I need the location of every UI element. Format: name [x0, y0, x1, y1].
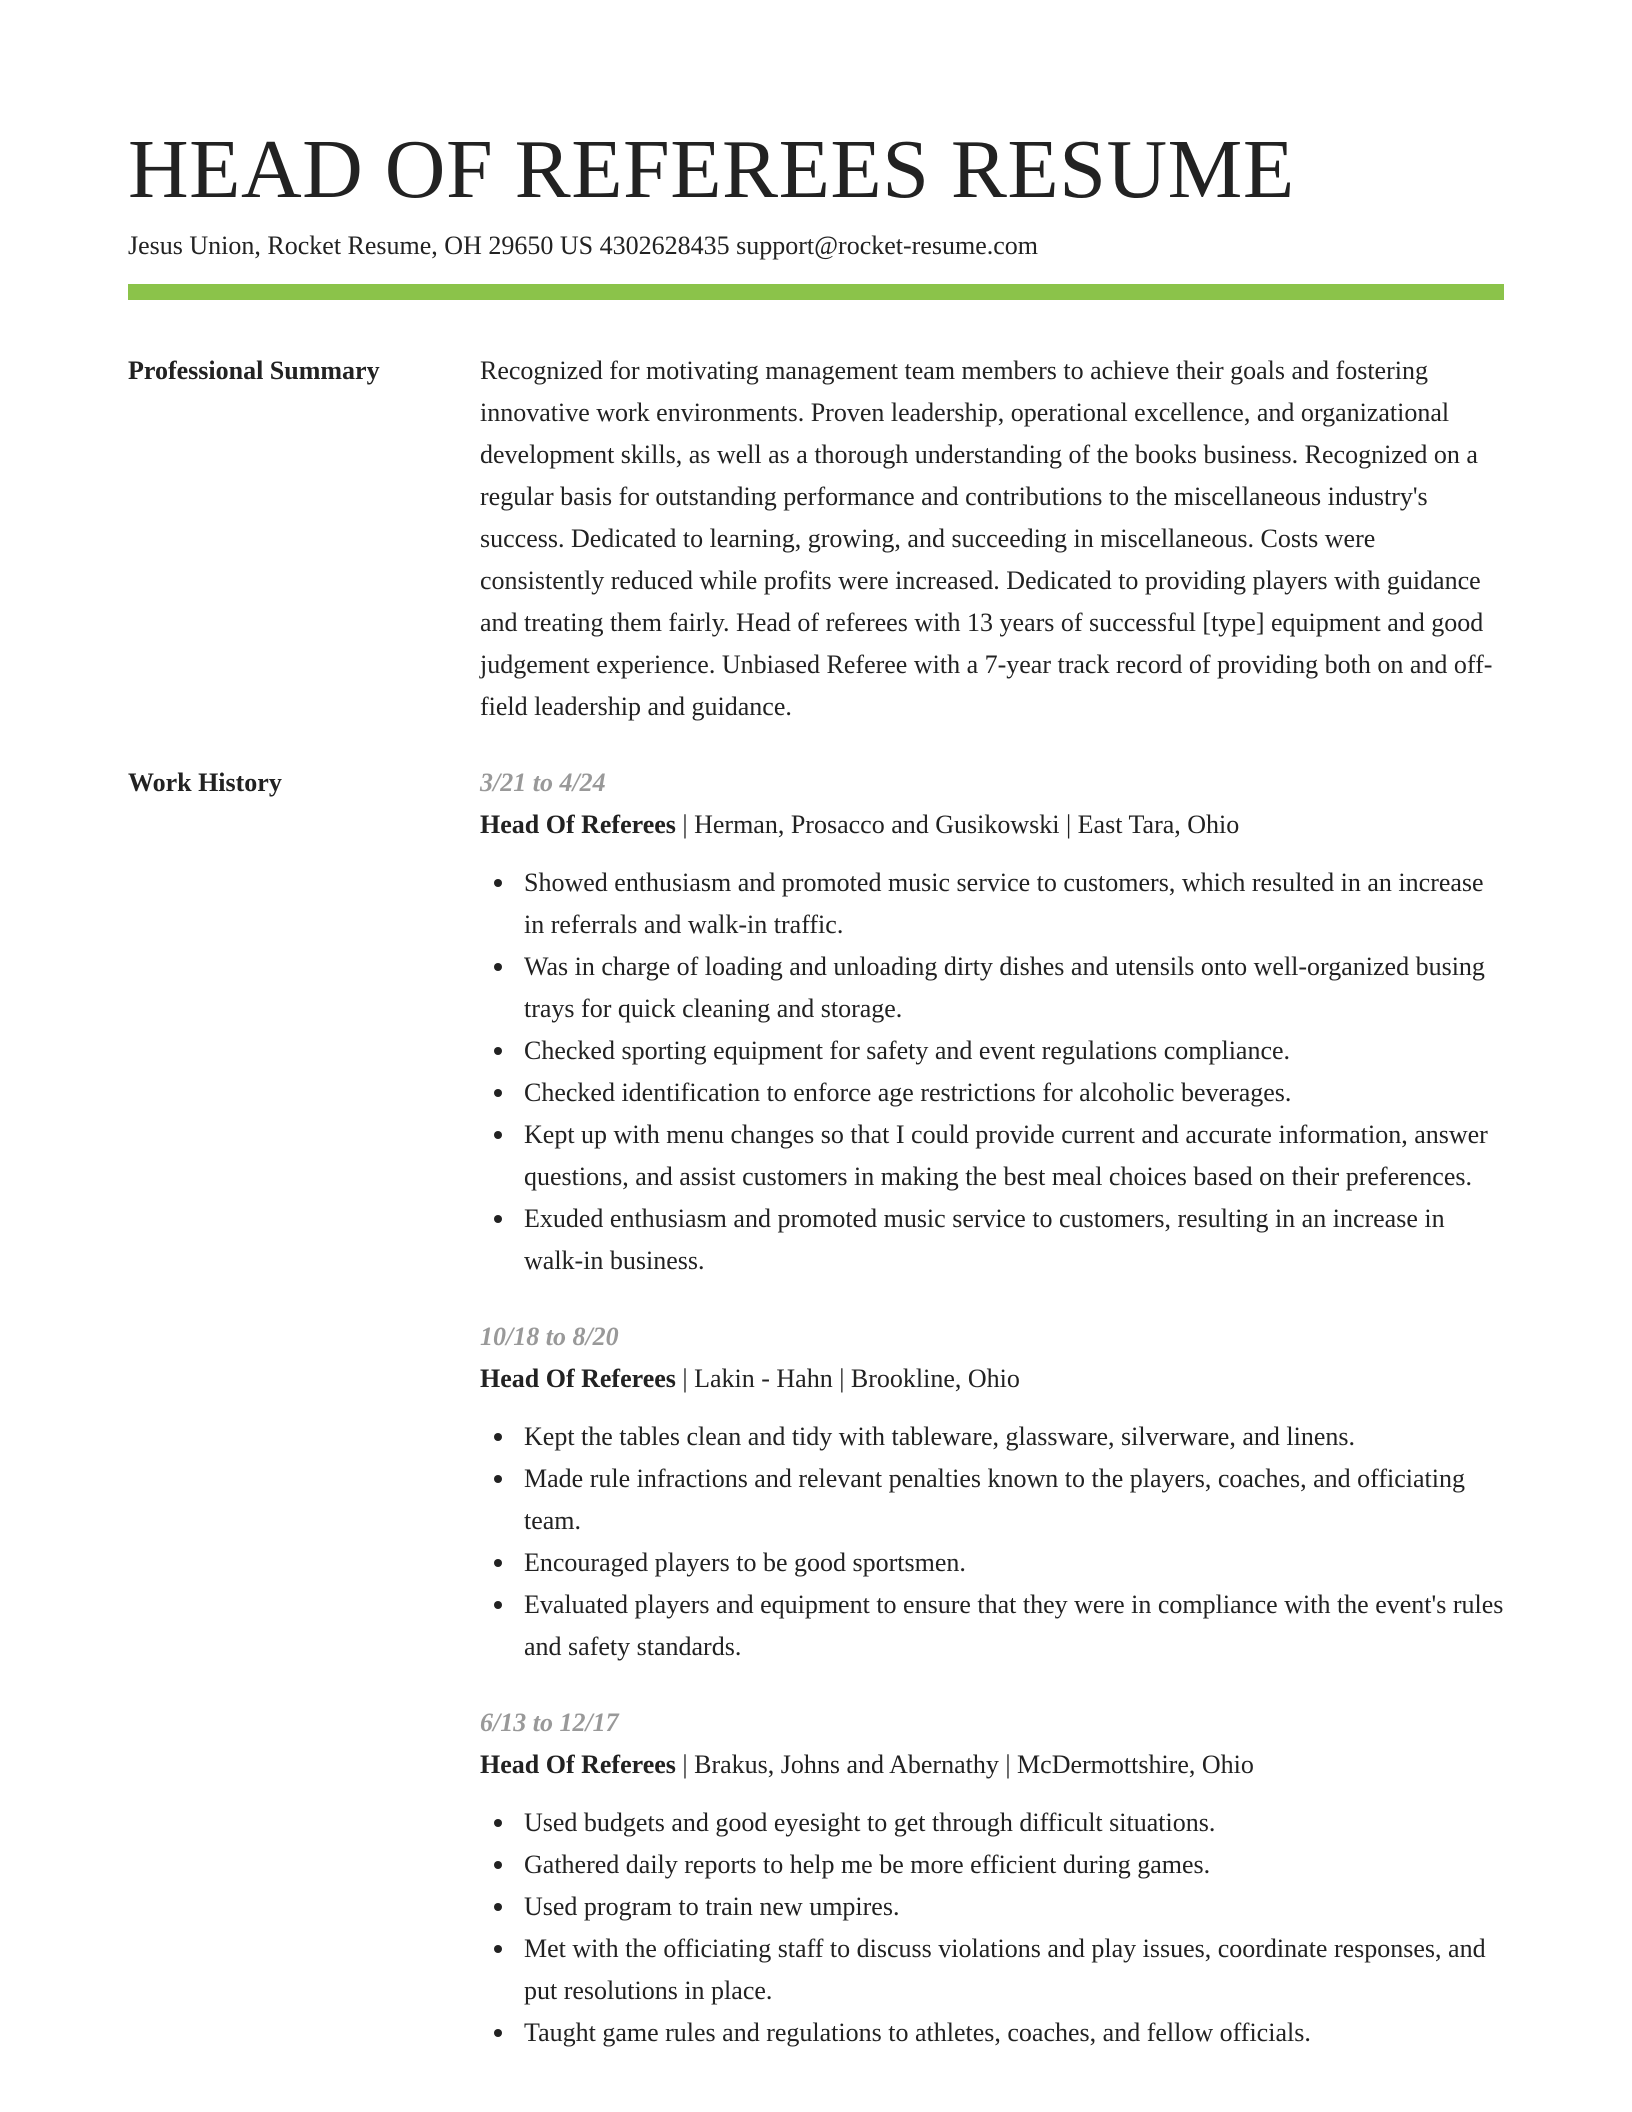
bullet-text: Evaluated players and equipment to ensure that they were in compliance with the event's rules and safety standards. — [524, 1590, 1504, 1661]
job-title: Head Of Referees — [480, 1750, 676, 1779]
job-heading — [480, 1744, 1504, 1786]
job-heading — [480, 804, 1504, 846]
bullet-dot-icon — [494, 1475, 502, 1483]
job-dates: 3/21 to 4/24 — [480, 768, 606, 797]
job-dates: 10/18 to 8/20 — [480, 1322, 619, 1351]
bullet-dot-icon — [494, 1131, 502, 1139]
bullet-dot-icon — [494, 1819, 502, 1827]
bullet-text: Kept up with menu changes so that I could provide current and accurate information, answer questions, and assist customers in making the best meal choices based on their preferences. — [524, 1120, 1488, 1191]
list-item — [480, 1542, 1504, 1584]
work-history-section — [128, 762, 1504, 2088]
bullet-dot-icon — [494, 879, 502, 887]
bullet-dot-icon — [494, 1861, 502, 1869]
job-heading — [480, 1358, 1504, 1400]
bullet-text: Used program to train new umpires. — [524, 1892, 900, 1921]
bullet-text: Used budgets and good eyesight to get through difficult situations. — [524, 1808, 1216, 1837]
list-item — [480, 1584, 1504, 1668]
list-item — [480, 1072, 1504, 1114]
resume-page — [128, 120, 1504, 2088]
list-item — [480, 1416, 1504, 1458]
bullet-text: Met with the officiating staff to discuss violations and play issues, coordinate responses, and put resolutions in place. — [524, 1934, 1486, 2005]
bullet-text: Taught game rules and regulations to athletes, coaches, and fellow officials. — [524, 2018, 1311, 2047]
job-entry — [480, 1702, 1504, 2054]
bullet-text: Checked sporting equipment for safety and event regulations compliance. — [524, 1036, 1291, 1065]
bullet-dot-icon — [494, 963, 502, 971]
list-item — [480, 1928, 1504, 2012]
bullet-text: Showed enthusiasm and promoted music service to customers, which resulted in an increase in referrals and walk-in traffic. — [524, 868, 1484, 939]
job-entry — [480, 1316, 1504, 1668]
accent-divider — [128, 284, 1504, 300]
bullet-text: Made rule infractions and relevant penalties known to the players, coaches, and officiating team. — [524, 1464, 1465, 1535]
section-label-summary: Professional Summary — [128, 356, 380, 385]
bullet-dot-icon — [494, 1903, 502, 1911]
job-employer-location: | Brakus, Johns and Abernathy | McDermottshire, Ohio — [675, 1750, 1254, 1779]
job-entry — [480, 762, 1504, 1282]
list-item — [480, 1844, 1504, 1886]
resume-title: HEAD OF REFEREES RESUME — [128, 123, 1295, 216]
bullet-text: Gathered daily reports to help me be more efficient during games. — [524, 1850, 1211, 1879]
job-bullets — [480, 862, 1504, 1282]
contact-line: Jesus Union, Rocket Resume, OH 29650 US 4302628435 support@rocket-resume.com — [128, 231, 1038, 260]
bullet-dot-icon — [494, 1945, 502, 1953]
list-item — [480, 862, 1504, 946]
bullet-dot-icon — [494, 1089, 502, 1097]
job-title: Head Of Referees — [480, 810, 676, 839]
list-item — [480, 1114, 1504, 1198]
section-label-work: Work History — [128, 768, 282, 797]
bullet-dot-icon — [494, 1433, 502, 1441]
list-item — [480, 1198, 1504, 1282]
professional-summary-section — [128, 350, 1504, 728]
job-title: Head Of Referees — [480, 1364, 676, 1393]
bullet-dot-icon — [494, 1215, 502, 1223]
bullet-dot-icon — [494, 1559, 502, 1567]
list-item — [480, 1030, 1504, 1072]
bullet-text: Checked identification to enforce age restrictions for alcoholic beverages. — [524, 1078, 1292, 1107]
list-item — [480, 1886, 1504, 1928]
list-item — [480, 2012, 1504, 2054]
list-item — [480, 1458, 1504, 1542]
list-item — [480, 946, 1504, 1030]
bullet-dot-icon — [494, 2029, 502, 2037]
jobs-list — [480, 762, 1504, 2088]
list-item — [480, 1802, 1504, 1844]
bullet-text: Was in charge of loading and unloading dirty dishes and utensils onto well-organized busing trays for quick cleaning and storage. — [524, 952, 1485, 1023]
job-employer-location: | Herman, Prosacco and Gusikowski | East Tara, Ohio — [675, 810, 1240, 839]
bullet-text: Exuded enthusiasm and promoted music service to customers, resulting in an increase in walk-in business. — [524, 1204, 1445, 1275]
job-bullets — [480, 1802, 1504, 2054]
job-dates: 6/13 to 12/17 — [480, 1708, 619, 1737]
job-bullets — [480, 1416, 1504, 1668]
bullet-text: Kept the tables clean and tidy with tableware, glassware, silverware, and linens. — [524, 1422, 1355, 1451]
job-employer-location: | Lakin - Hahn | Brookline, Ohio — [675, 1364, 1020, 1393]
bullet-text: Encouraged players to be good sportsmen. — [524, 1548, 966, 1577]
bullet-dot-icon — [494, 1047, 502, 1055]
summary-text: Recognized for motivating management team members to achieve their goals and fostering innovative work environments. Proven leadership, operational excellence, and organizational development skills, as well as a thorough understanding of the books business. Recognized on a regular basis for outstanding performance and contributions to the miscellaneous industry's success. Dedicated to learning, growing, and succeeding in miscellaneous. Costs were consistently reduced while profits were increased. Dedicated to providing players with guidance and treating them fairly. Head of referees with 13 years of successful [type] equipment and good judgement experience. Unbiased Referee with a 7-year track record of providing both on and off-field leadership and guidance. — [480, 356, 1493, 721]
bullet-dot-icon — [494, 1601, 502, 1609]
